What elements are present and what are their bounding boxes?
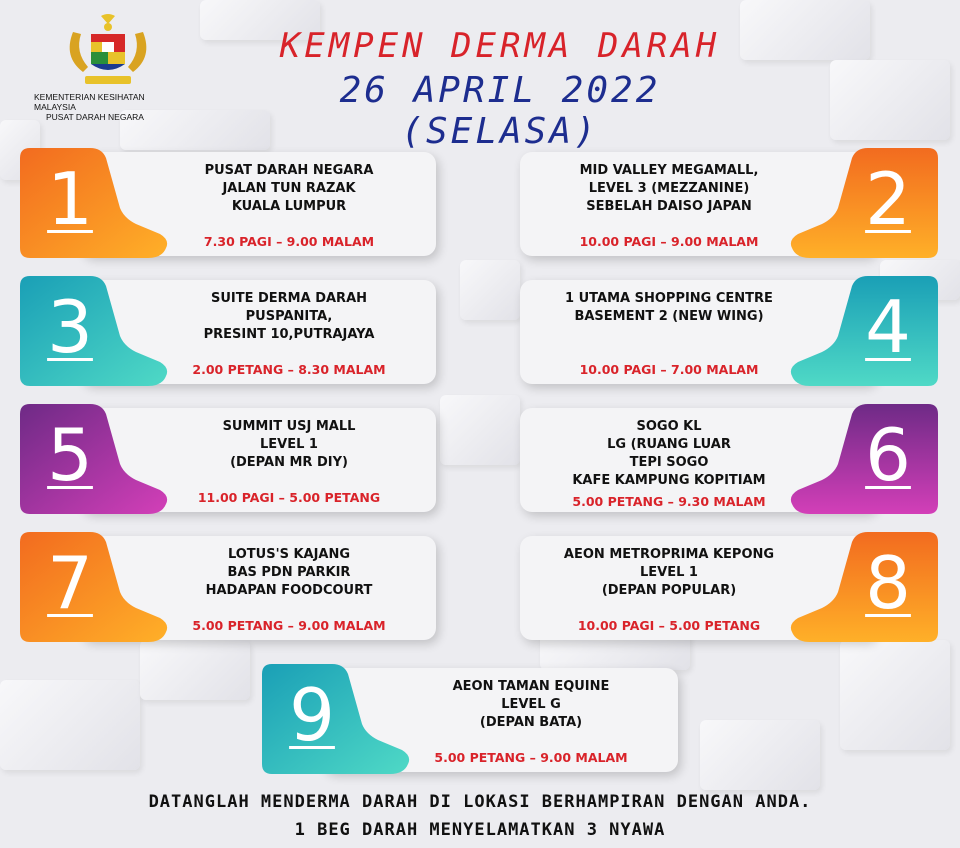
campaign-date: 26 APRIL 2022 (SELASA) <box>339 70 661 152</box>
address-line: PUSAT DARAH NEGARA <box>204 163 374 178</box>
location-number: 6 <box>865 413 911 497</box>
address-line: SOGO KL <box>636 419 702 434</box>
location-number: 1 <box>47 157 93 241</box>
address-line: BAS PDN PARKIR <box>227 565 351 580</box>
address-line: BASEMENT 2 (NEW WING) <box>574 309 764 324</box>
location-address <box>530 418 808 490</box>
address-line: KUALA LUMPUR <box>231 199 347 214</box>
address-line: PUSPANITA, <box>245 309 333 324</box>
location-address <box>530 546 808 600</box>
location-card-9 <box>262 668 680 772</box>
operating-hours: 7.30 PAGI – 9.00 MALAM <box>203 234 375 249</box>
address-line: AEON METROPRIMA KEPONG <box>563 547 775 562</box>
location-card-8 <box>520 536 938 640</box>
location-card-5 <box>20 408 438 512</box>
address-line: (DEPAN BATA) <box>479 715 583 730</box>
operating-hours: 5.00 PETANG – 9.00 MALAM <box>192 618 386 633</box>
address-line: TEPI SOGO <box>629 455 709 470</box>
operating-hours: 10.00 PAGI – 5.00 PETANG <box>577 618 761 633</box>
location-card-3 <box>20 280 438 384</box>
location-number: 5 <box>47 413 93 497</box>
location-number: 2 <box>865 157 911 241</box>
location-card-6 <box>520 408 938 512</box>
location-card-7 <box>20 536 438 640</box>
address-line: (DEPAN POPULAR) <box>601 583 737 598</box>
coat-of-arms-icon <box>63 12 153 92</box>
location-address <box>530 290 808 326</box>
location-card-2 <box>520 152 938 256</box>
address-line: AEON TAMAN EQUINE <box>452 679 610 694</box>
location-address <box>392 678 670 732</box>
address-line: HADAPAN FOODCOURT <box>205 583 373 598</box>
address-line: PRESINT 10,PUTRAJAYA <box>203 327 375 342</box>
address-line: SEBELAH DAISO JAPAN <box>586 199 752 214</box>
location-number: 8 <box>865 541 911 625</box>
agency-name: PUSAT DARAH NEGARA <box>46 112 144 122</box>
location-card-1 <box>20 152 438 256</box>
ministry-name: KEMENTERIAN KESIHATAN MALAYSIA <box>34 92 145 112</box>
address-line: LEVEL G <box>501 697 561 712</box>
footer-line-2: 1 BEG DARAH MENYELAMATKAN 3 NYAWA <box>294 820 666 840</box>
location-address <box>150 546 428 600</box>
address-line: LEVEL 3 (MEZZANINE) <box>588 181 750 196</box>
location-number: 9 <box>289 673 335 757</box>
address-line: LEVEL 1 <box>260 437 318 452</box>
address-line: 1 UTAMA SHOPPING CENTRE <box>565 291 773 306</box>
location-card-4 <box>520 280 938 384</box>
address-line: MID VALLEY MEGAMALL, <box>579 163 759 178</box>
address-line: LOTUS'S KAJANG <box>227 547 351 562</box>
address-line: SUMMIT USJ MALL <box>222 419 356 434</box>
operating-hours: 2.00 PETANG – 8.30 MALAM <box>192 362 386 377</box>
address-line: LEVEL 1 <box>640 565 698 580</box>
ministry-logo <box>28 12 188 122</box>
footer-line-1: DATANGLAH MENDERMA DARAH DI LOKASI BERHAMPIRAN DENGAN ANDA. <box>148 792 812 812</box>
address-line: (DEPAN MR DIY) <box>230 455 348 470</box>
operating-hours: 10.00 PAGI – 9.00 MALAM <box>579 234 759 249</box>
campaign-title: KEMPEN DERMA DARAH <box>279 26 721 66</box>
location-address <box>530 162 808 216</box>
operating-hours: 10.00 PAGI – 7.00 MALAM <box>579 362 759 377</box>
operating-hours: 5.00 PETANG – 9.00 MALAM <box>434 750 628 765</box>
location-address <box>150 418 428 472</box>
operating-hours: 5.00 PETANG – 9.30 MALAM <box>572 494 766 509</box>
location-number: 7 <box>47 541 93 625</box>
location-address <box>150 162 428 216</box>
address-line: KAFE KAMPUNG KOPITIAM <box>572 473 766 488</box>
operating-hours: 11.00 PAGI – 5.00 PETANG <box>197 490 381 505</box>
address-line: SUITE DERMA DARAH <box>210 291 368 306</box>
location-number: 3 <box>47 285 93 369</box>
address-line: LG (RUANG LUAR <box>607 437 731 452</box>
location-address <box>150 290 428 344</box>
address-line: JALAN TUN RAZAK <box>222 181 356 196</box>
location-number: 4 <box>865 285 911 369</box>
